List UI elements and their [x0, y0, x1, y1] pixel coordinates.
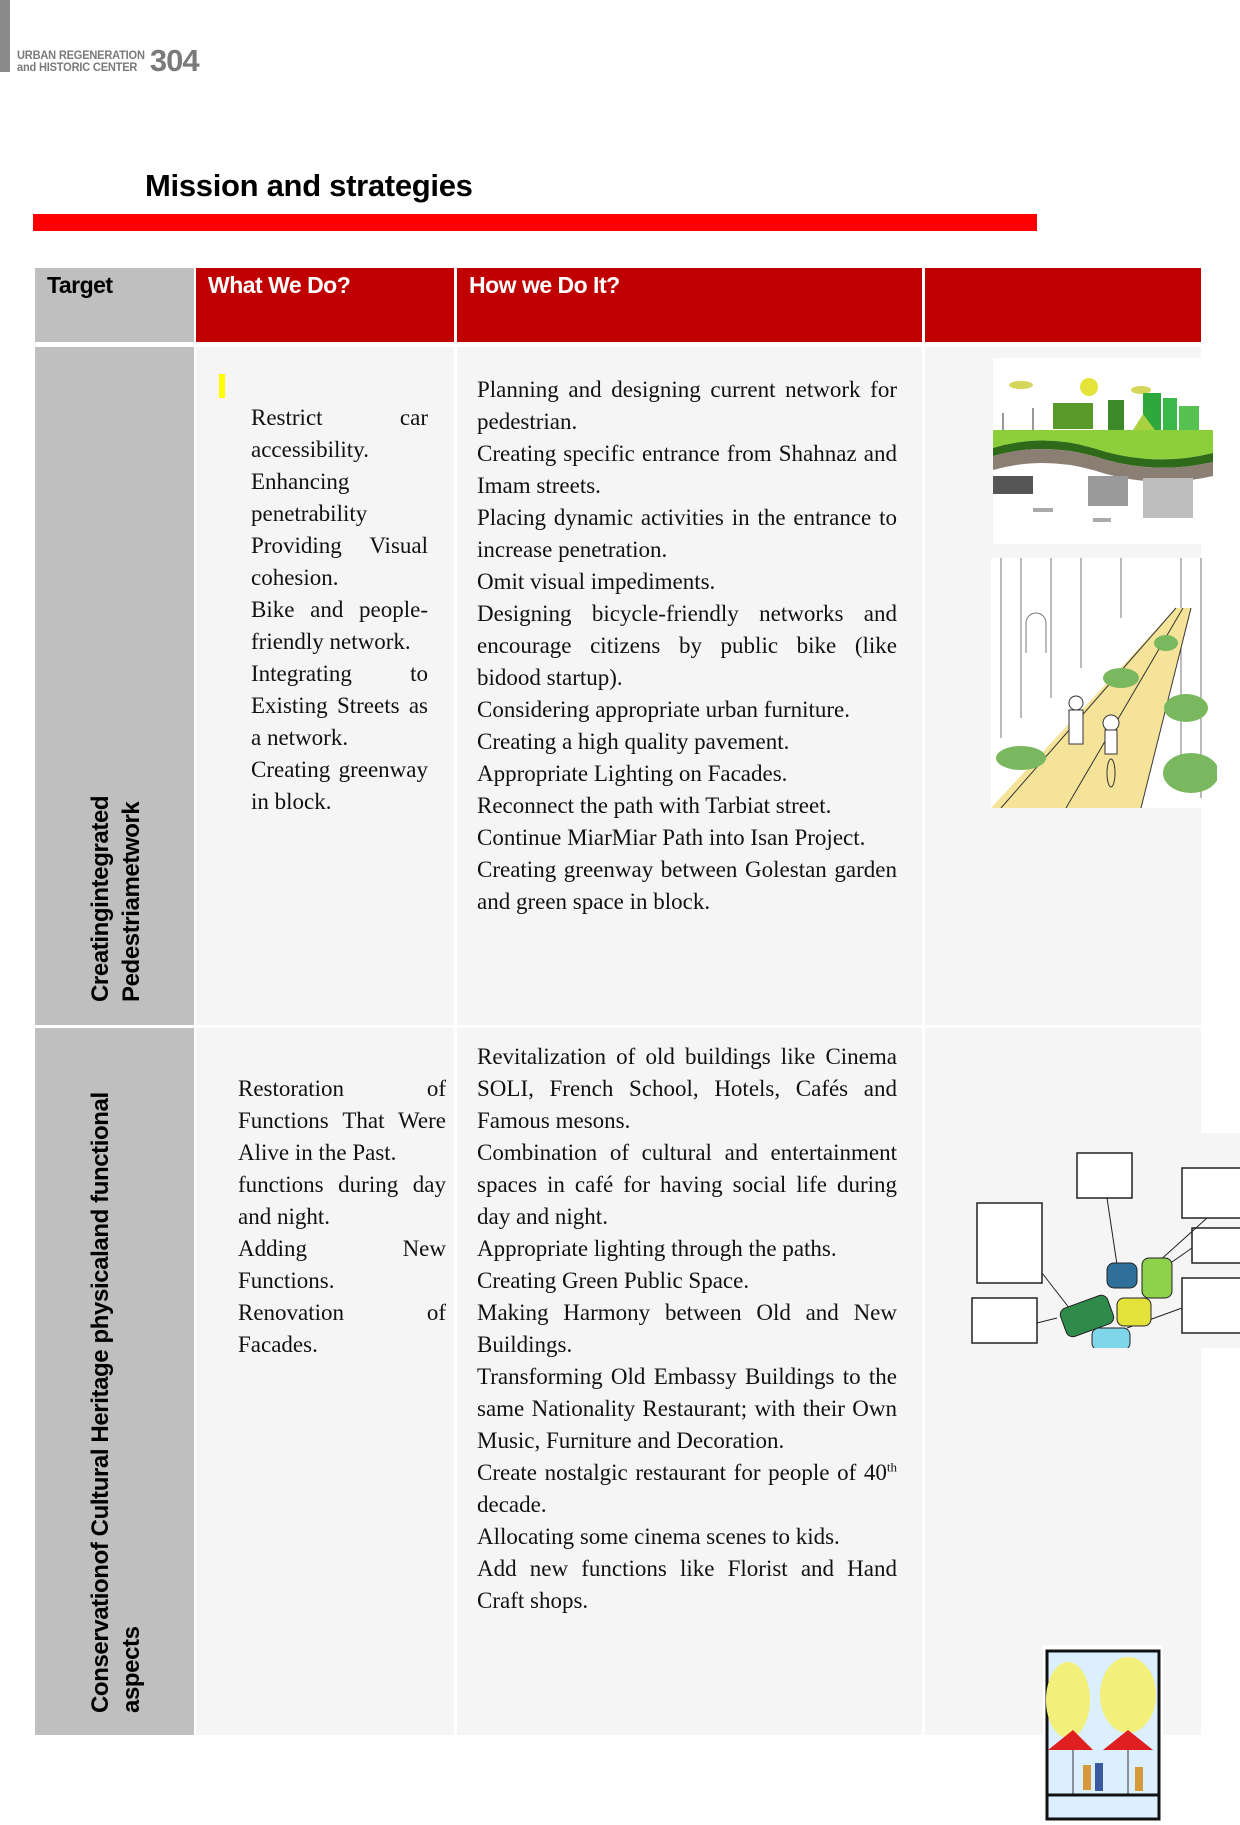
mixed-functions-diagram [967, 1133, 1240, 1348]
running-head [17, 43, 199, 78]
how-item: Appropriate Lighting on Facades. [477, 761, 788, 786]
how-item: Reconnect the path with Tarbiat street. [477, 793, 832, 818]
row1-target-line1: Creatingintegrated [87, 795, 114, 1002]
how-item: Combination of cultural and entertainment spaces in café for having social life during day and night. [477, 1140, 897, 1229]
how-item: Considering appropriate urban furniture. [477, 697, 850, 722]
green-city-illustration [993, 358, 1213, 544]
how-item: Add new functions like Florist and Hand Craft shops. [477, 1556, 897, 1613]
ordinal-suffix: th [886, 1459, 897, 1475]
how-item: Revitalization of old buildings like Cinema SOLI, French School, Hotels, Cafés and Famous mesons. [477, 1044, 897, 1133]
header-how [457, 268, 922, 342]
what-item: Integrating to Existing Streets as a network. [251, 661, 428, 750]
header-how-label: How we Do It? [469, 272, 620, 298]
row1-image-cell [925, 347, 1201, 1025]
row1-how-list [477, 374, 897, 918]
running-head-line2: and HISTORIC CENTER [17, 60, 138, 74]
row2-what-list [238, 1073, 446, 1361]
how-item: Appropriate lighting through the paths. [477, 1236, 837, 1261]
how-item: Allocating some cinema scenes to kids. [477, 1524, 840, 1549]
running-head-line1: URBAN REGENERATION [17, 48, 145, 62]
how-item: Omit visual impediments. [477, 569, 716, 594]
what-item: Restrict car accessibility. [251, 405, 428, 462]
row2-target-label [85, 1092, 147, 1713]
row2-target-cell [35, 1028, 194, 1735]
row1-what-cell [196, 347, 454, 1025]
row1-target-cell [35, 347, 194, 1025]
what-item: Bike and people-friendly network. [251, 597, 428, 654]
row2-how-cell [457, 1028, 922, 1735]
header-target [35, 268, 194, 342]
how-item-text: decade. [477, 1492, 547, 1517]
what-item: Renovation of Facades. [238, 1300, 446, 1357]
row2-image-cell [925, 1028, 1201, 1735]
what-item: Adding New Functions. [238, 1236, 446, 1293]
header-what-label: What We Do? [208, 272, 351, 298]
what-item: Providing Visual cohesion. [251, 533, 428, 590]
row1-how-cell [457, 347, 922, 1025]
row1-target-line2: Pedestriametwork [118, 801, 145, 1002]
how-item-text: Create nostalgic restaurant for people of 40 [477, 1460, 887, 1485]
running-head-text [17, 49, 145, 73]
how-item: Continue MiarMiar Path into Isan Project. [477, 825, 866, 850]
what-item: Enhancing penetrability [251, 469, 368, 526]
what-item: functions during day and night. [238, 1172, 446, 1229]
highlight-mark [219, 374, 225, 398]
page-edge-marker [0, 0, 10, 72]
pedestrian-street-sketch [991, 558, 1217, 808]
how-item: Creating greenway between Golestan garden and green space in block. [477, 857, 897, 914]
header-what [196, 268, 454, 342]
row1-target-label [85, 796, 147, 1002]
row2-target-line1: Conservationof Cultural Heritage physicaland functional [87, 1092, 114, 1713]
how-item: Creating specific entrance from Shahnaz and Imam streets. [477, 441, 897, 498]
how-item: Transforming Old Embassy Buildings to the same Nationality Restaurant; with their Own Music, Furniture and Decoration. [477, 1364, 897, 1453]
page-number: 304 [149, 43, 199, 78]
header-image [925, 268, 1201, 342]
how-item [477, 1457, 897, 1521]
what-item: Restoration of Functions That Were Alive in the Past. [238, 1076, 446, 1165]
cafe-umbrella-sketch [1043, 1645, 1163, 1825]
how-item: Making Harmony between Old and New Buildings. [477, 1300, 897, 1357]
row2-what-cell [196, 1028, 454, 1735]
page-title: Mission and strategies [145, 168, 473, 203]
row1-what-list [251, 402, 428, 818]
how-item: Creating a high quality pavement. [477, 729, 790, 754]
how-item: Placing dynamic activities in the entrance to increase penetration. [477, 505, 897, 562]
how-item: Planning and designing current network for pedestrian. [477, 377, 897, 434]
row2-target-line2: aspects [118, 1626, 145, 1713]
what-item: Creating greenway in block. [251, 757, 428, 814]
title-rule [33, 214, 1037, 231]
header-target-label: Target [47, 272, 113, 298]
row2-how-list [477, 1041, 897, 1617]
how-item: Designing bicycle-friendly networks and encourage citizens by public bike (like bidood startup). [477, 601, 897, 690]
how-item: Creating Green Public Space. [477, 1268, 750, 1293]
